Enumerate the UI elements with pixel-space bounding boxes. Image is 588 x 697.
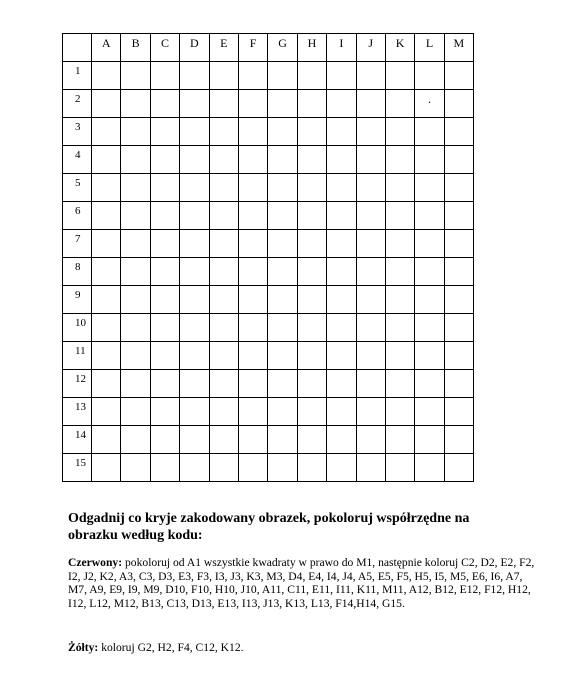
coordinate-grid xyxy=(62,33,474,482)
grid-cell-M2[interactable] xyxy=(444,90,473,118)
grid-cell-F8[interactable] xyxy=(238,258,267,286)
yellow-instructions xyxy=(68,641,538,655)
grid-cell-D2[interactable] xyxy=(180,90,209,118)
grid-cell-K3[interactable] xyxy=(385,118,414,146)
grid-cell-L5[interactable] xyxy=(415,174,444,202)
grid-cell-H6[interactable] xyxy=(297,202,326,230)
grid-cell-C4[interactable] xyxy=(150,146,179,174)
grid-cell-B2[interactable] xyxy=(121,90,150,118)
grid-cell-H3[interactable] xyxy=(297,118,326,146)
grid-cell-I10[interactable] xyxy=(327,314,356,342)
row-header: 13 xyxy=(63,398,92,426)
grid-cell-M6[interactable] xyxy=(444,202,473,230)
column-header: J xyxy=(356,34,385,62)
grid-cell-A9[interactable] xyxy=(92,286,121,314)
grid-cell-A10[interactable] xyxy=(92,314,121,342)
grid-cell-B11[interactable] xyxy=(121,342,150,370)
grid-cell-G2[interactable] xyxy=(268,90,297,118)
grid-cell-L12[interactable] xyxy=(415,370,444,398)
row-header: 9 xyxy=(63,286,92,314)
grid-cell-H15[interactable] xyxy=(297,454,326,482)
grid-cell-K4[interactable] xyxy=(385,146,414,174)
grid-row xyxy=(63,202,474,230)
grid-cell-M13[interactable] xyxy=(444,398,473,426)
grid-row xyxy=(63,398,474,426)
grid-cell-J13[interactable] xyxy=(356,398,385,426)
grid-cell-F14[interactable] xyxy=(238,426,267,454)
grid-cell-H9[interactable] xyxy=(297,286,326,314)
grid-cell-L7[interactable] xyxy=(415,230,444,258)
grid-cell-E2[interactable] xyxy=(209,90,238,118)
grid-cell-F6[interactable] xyxy=(238,202,267,230)
grid-cell-B3[interactable] xyxy=(121,118,150,146)
grid-cell-H2[interactable] xyxy=(297,90,326,118)
grid-row xyxy=(63,118,474,146)
grid-cell-I13[interactable] xyxy=(327,398,356,426)
grid-cell-L9[interactable] xyxy=(415,286,444,314)
grid-cell-J6[interactable] xyxy=(356,202,385,230)
red-instructions xyxy=(68,556,538,610)
grid-cell-K14[interactable] xyxy=(385,426,414,454)
grid-cell-K10[interactable] xyxy=(385,314,414,342)
grid-cell-E5[interactable] xyxy=(209,174,238,202)
grid-cell-M12[interactable] xyxy=(444,370,473,398)
grid-cell-D7[interactable] xyxy=(180,230,209,258)
grid-row xyxy=(63,454,474,482)
grid-cell-J11[interactable] xyxy=(356,342,385,370)
grid-cell-A7[interactable] xyxy=(92,230,121,258)
grid-cell-J14[interactable] xyxy=(356,426,385,454)
grid-cell-B4[interactable] xyxy=(121,146,150,174)
grid-cell-L13[interactable] xyxy=(415,398,444,426)
grid-cell-F10[interactable] xyxy=(238,314,267,342)
grid-cell-B10[interactable] xyxy=(121,314,150,342)
grid-cell-D15[interactable] xyxy=(180,454,209,482)
grid-cell-C6[interactable] xyxy=(150,202,179,230)
grid-cell-G13[interactable] xyxy=(268,398,297,426)
grid-cell-A6[interactable] xyxy=(92,202,121,230)
grid-cell-A8[interactable] xyxy=(92,258,121,286)
grid-cell-G3[interactable] xyxy=(268,118,297,146)
column-header: B xyxy=(121,34,150,62)
grid-row xyxy=(63,426,474,454)
grid-cell-K13[interactable] xyxy=(385,398,414,426)
grid-cell-L11[interactable] xyxy=(415,342,444,370)
grid-cell-M15[interactable] xyxy=(444,454,473,482)
column-header: G xyxy=(268,34,297,62)
grid-cell-I9[interactable] xyxy=(327,286,356,314)
grid-cell-F11[interactable] xyxy=(238,342,267,370)
grid-cell-K1[interactable] xyxy=(385,62,414,90)
grid-cell-E12[interactable] xyxy=(209,370,238,398)
grid-cell-C15[interactable] xyxy=(150,454,179,482)
column-header: H xyxy=(297,34,326,62)
grid-cell-B14[interactable] xyxy=(121,426,150,454)
column-header: L xyxy=(415,34,444,62)
grid-cell-J7[interactable] xyxy=(356,230,385,258)
grid-cell-H5[interactable] xyxy=(297,174,326,202)
grid-cell-G4[interactable] xyxy=(268,146,297,174)
grid-row xyxy=(63,90,474,118)
grid-row xyxy=(63,174,474,202)
grid-cell-J5[interactable] xyxy=(356,174,385,202)
grid-cell-E8[interactable] xyxy=(209,258,238,286)
grid-cell-C5[interactable] xyxy=(150,174,179,202)
grid-cell-H7[interactable] xyxy=(297,230,326,258)
grid-cell-A15[interactable] xyxy=(92,454,121,482)
grid-cell-E4[interactable] xyxy=(209,146,238,174)
grid-cell-C3[interactable] xyxy=(150,118,179,146)
grid-cell-I7[interactable] xyxy=(327,230,356,258)
grid-cell-J10[interactable] xyxy=(356,314,385,342)
grid-cell-K12[interactable] xyxy=(385,370,414,398)
grid-cell-C7[interactable] xyxy=(150,230,179,258)
grid-cell-D11[interactable] xyxy=(180,342,209,370)
grid-cell-M4[interactable] xyxy=(444,146,473,174)
grid-cell-J1[interactable] xyxy=(356,62,385,90)
grid-corner-cell xyxy=(63,34,92,62)
row-header: 14 xyxy=(63,426,92,454)
grid-cell-I6[interactable] xyxy=(327,202,356,230)
grid-cell-I5[interactable] xyxy=(327,174,356,202)
grid-cell-C1[interactable] xyxy=(150,62,179,90)
grid-cell-F5[interactable] xyxy=(238,174,267,202)
grid-cell-B6[interactable] xyxy=(121,202,150,230)
grid-cell-G6[interactable] xyxy=(268,202,297,230)
grid-cell-B15[interactable] xyxy=(121,454,150,482)
grid-cell-M7[interactable] xyxy=(444,230,473,258)
grid-cell-E3[interactable] xyxy=(209,118,238,146)
grid-cell-A4[interactable] xyxy=(92,146,121,174)
grid-cell-F3[interactable] xyxy=(238,118,267,146)
red-coordinates: pokoloruj od A1 wszystkie kwadraty w prawo do M1, następnie koloruj C2, D2, E2, F2, I2, J2, K2, A3, C3, D3, E3, F3, I3, J3, K3, M3, D4, E4, I4, J4, A5, E5, F5, H5, I5, M5, E6, I6, A7, M7, A9, E9, I9, M9, D10, F10, H10, J10, A11, C11, E11, I11, K11, M11, A12, B12, E12, F12, H12, I12, L12, M12, B13, C13, D13, E13, I13, J13, K13, L13, F14,H14, G15. xyxy=(68,556,535,610)
grid-cell-B9[interactable] xyxy=(121,286,150,314)
grid-cell-L2[interactable] xyxy=(415,90,444,118)
grid-cell-K6[interactable] xyxy=(385,202,414,230)
grid-cell-F15[interactable] xyxy=(238,454,267,482)
column-header: M xyxy=(444,34,473,62)
row-header: 10 xyxy=(63,314,92,342)
grid-cell-G14[interactable] xyxy=(268,426,297,454)
grid-cell-M11[interactable] xyxy=(444,342,473,370)
grid-cell-M5[interactable] xyxy=(444,174,473,202)
row-header: 8 xyxy=(63,258,92,286)
grid-cell-K11[interactable] xyxy=(385,342,414,370)
grid-cell-B5[interactable] xyxy=(121,174,150,202)
grid-cell-A3[interactable] xyxy=(92,118,121,146)
grid-cell-L14[interactable] xyxy=(415,426,444,454)
row-header: 7 xyxy=(63,230,92,258)
grid-cell-I15[interactable] xyxy=(327,454,356,482)
grid-cell-D8[interactable] xyxy=(180,258,209,286)
grid-row xyxy=(63,230,474,258)
grid-cell-F13[interactable] xyxy=(238,398,267,426)
row-header: 12 xyxy=(63,370,92,398)
grid-cell-K15[interactable] xyxy=(385,454,414,482)
grid-cell-A1[interactable] xyxy=(92,62,121,90)
grid-cell-G10[interactable] xyxy=(268,314,297,342)
grid-cell-B8[interactable] xyxy=(121,258,150,286)
grid-cell-A14[interactable] xyxy=(92,426,121,454)
grid-cell-E6[interactable] xyxy=(209,202,238,230)
column-header: I xyxy=(327,34,356,62)
column-header: F xyxy=(238,34,267,62)
grid-cell-M10[interactable] xyxy=(444,314,473,342)
row-header: 5 xyxy=(63,174,92,202)
grid-cell-A11[interactable] xyxy=(92,342,121,370)
grid-cell-M9[interactable] xyxy=(444,286,473,314)
grid-cell-E10[interactable] xyxy=(209,314,238,342)
grid-cell-F9[interactable] xyxy=(238,286,267,314)
grid-cell-I3[interactable] xyxy=(327,118,356,146)
grid-cell-M14[interactable] xyxy=(444,426,473,454)
grid-cell-D9[interactable] xyxy=(180,286,209,314)
grid-cell-M8[interactable] xyxy=(444,258,473,286)
row-header: 11 xyxy=(63,342,92,370)
row-header: 2 xyxy=(63,90,92,118)
grid-cell-L15[interactable] xyxy=(415,454,444,482)
grid-cell-I14[interactable] xyxy=(327,426,356,454)
grid-cell-L1[interactable] xyxy=(415,62,444,90)
grid-cell-M3[interactable] xyxy=(444,118,473,146)
grid-cell-H4[interactable] xyxy=(297,146,326,174)
grid-cell-E13[interactable] xyxy=(209,398,238,426)
grid-cell-H11[interactable] xyxy=(297,342,326,370)
column-header: D xyxy=(180,34,209,62)
grid-cell-G15[interactable] xyxy=(268,454,297,482)
grid-cell-F12[interactable] xyxy=(238,370,267,398)
grid-cell-D14[interactable] xyxy=(180,426,209,454)
grid-cell-I11[interactable] xyxy=(327,342,356,370)
grid-cell-A5[interactable] xyxy=(92,174,121,202)
grid-cell-G1[interactable] xyxy=(268,62,297,90)
grid-cell-J3[interactable] xyxy=(356,118,385,146)
grid-cell-I12[interactable] xyxy=(327,370,356,398)
grid-cell-H8[interactable] xyxy=(297,258,326,286)
row-header: 3 xyxy=(63,118,92,146)
grid-cell-I8[interactable] xyxy=(327,258,356,286)
grid-cell-D5[interactable] xyxy=(180,174,209,202)
row-header: 15 xyxy=(63,454,92,482)
grid-cell-B13[interactable] xyxy=(121,398,150,426)
row-header: 4 xyxy=(63,146,92,174)
grid-row xyxy=(63,370,474,398)
grid-cell-L4[interactable] xyxy=(415,146,444,174)
row-header: 6 xyxy=(63,202,92,230)
grid-cell-A2[interactable] xyxy=(92,90,121,118)
grid-cell-K8[interactable] xyxy=(385,258,414,286)
grid-cell-L6[interactable] xyxy=(415,202,444,230)
grid-cell-G7[interactable] xyxy=(268,230,297,258)
grid-cell-C13[interactable] xyxy=(150,398,179,426)
grid-cell-D1[interactable] xyxy=(180,62,209,90)
yellow-coordinates: koloruj G2, H2, F4, C12, K12. xyxy=(101,641,244,654)
grid-cell-E14[interactable] xyxy=(209,426,238,454)
grid-cell-A12[interactable] xyxy=(92,370,121,398)
grid-cell-B12[interactable] xyxy=(121,370,150,398)
grid-cell-J4[interactable] xyxy=(356,146,385,174)
grid-cell-F2[interactable] xyxy=(238,90,267,118)
cell-mark: . xyxy=(427,92,431,106)
yellow-label: Żółty: xyxy=(68,641,99,654)
grid-cell-B1[interactable] xyxy=(121,62,150,90)
grid-cell-K7[interactable] xyxy=(385,230,414,258)
grid-cell-J12[interactable] xyxy=(356,370,385,398)
grid-cell-G5[interactable] xyxy=(268,174,297,202)
grid-cell-J15[interactable] xyxy=(356,454,385,482)
grid-cell-K5[interactable] xyxy=(385,174,414,202)
red-label: Czerwony: xyxy=(68,556,123,569)
grid-cell-E7[interactable] xyxy=(209,230,238,258)
grid-cell-C12[interactable] xyxy=(150,370,179,398)
row-header: 1 xyxy=(63,62,92,90)
grid-cell-A13[interactable] xyxy=(92,398,121,426)
grid-cell-K9[interactable] xyxy=(385,286,414,314)
grid-cell-E1[interactable] xyxy=(209,62,238,90)
grid-cell-B7[interactable] xyxy=(121,230,150,258)
grid-cell-C2[interactable] xyxy=(150,90,179,118)
grid-cell-D3[interactable] xyxy=(180,118,209,146)
grid-row xyxy=(63,314,474,342)
column-header: C xyxy=(150,34,179,62)
grid-cell-D6[interactable] xyxy=(180,202,209,230)
grid-cell-I2[interactable] xyxy=(327,90,356,118)
grid-cell-C9[interactable] xyxy=(150,286,179,314)
grid-cell-H10[interactable] xyxy=(297,314,326,342)
column-header: E xyxy=(209,34,238,62)
grid-row xyxy=(63,146,474,174)
grid-cell-L8[interactable] xyxy=(415,258,444,286)
grid-cell-D4[interactable] xyxy=(180,146,209,174)
grid-row xyxy=(63,342,474,370)
grid-cell-G11[interactable] xyxy=(268,342,297,370)
grid-cell-J9[interactable] xyxy=(356,286,385,314)
grid-cell-H13[interactable] xyxy=(297,398,326,426)
grid-cell-C10[interactable] xyxy=(150,314,179,342)
column-header: A xyxy=(92,34,121,62)
grid-cell-F4[interactable] xyxy=(238,146,267,174)
grid-cell-H14[interactable] xyxy=(297,426,326,454)
grid-cell-D10[interactable] xyxy=(180,314,209,342)
grid-cell-J8[interactable] xyxy=(356,258,385,286)
grid-cell-C8[interactable] xyxy=(150,258,179,286)
grid-cell-F1[interactable] xyxy=(238,62,267,90)
puzzle-title: Odgadnij co kryje zakodowany obrazek, pokoloruj współrzędne na obrazku według kodu: xyxy=(68,511,470,543)
grid-cell-H12[interactable] xyxy=(297,370,326,398)
grid-cell-L10[interactable] xyxy=(415,314,444,342)
grid-cell-F7[interactable] xyxy=(238,230,267,258)
grid-cell-D12[interactable] xyxy=(180,370,209,398)
grid-cell-L3[interactable] xyxy=(415,118,444,146)
grid-cell-E11[interactable] xyxy=(209,342,238,370)
grid-cell-C14[interactable] xyxy=(150,426,179,454)
grid-cell-I1[interactable] xyxy=(327,62,356,90)
column-header: K xyxy=(385,34,414,62)
grid-row xyxy=(63,62,474,90)
grid-cell-K2[interactable] xyxy=(385,90,414,118)
grid-cell-H1[interactable] xyxy=(297,62,326,90)
grid-cell-E15[interactable] xyxy=(209,454,238,482)
grid-cell-G8[interactable] xyxy=(268,258,297,286)
grid-row xyxy=(63,286,474,314)
grid-cell-I4[interactable] xyxy=(327,146,356,174)
grid-cell-M1[interactable] xyxy=(444,62,473,90)
grid-cell-J2[interactable] xyxy=(356,90,385,118)
grid-row xyxy=(63,258,474,286)
grid-cell-C11[interactable] xyxy=(150,342,179,370)
grid-cell-G9[interactable] xyxy=(268,286,297,314)
grid-cell-E9[interactable] xyxy=(209,286,238,314)
grid-cell-D13[interactable] xyxy=(180,398,209,426)
grid-cell-G12[interactable] xyxy=(268,370,297,398)
